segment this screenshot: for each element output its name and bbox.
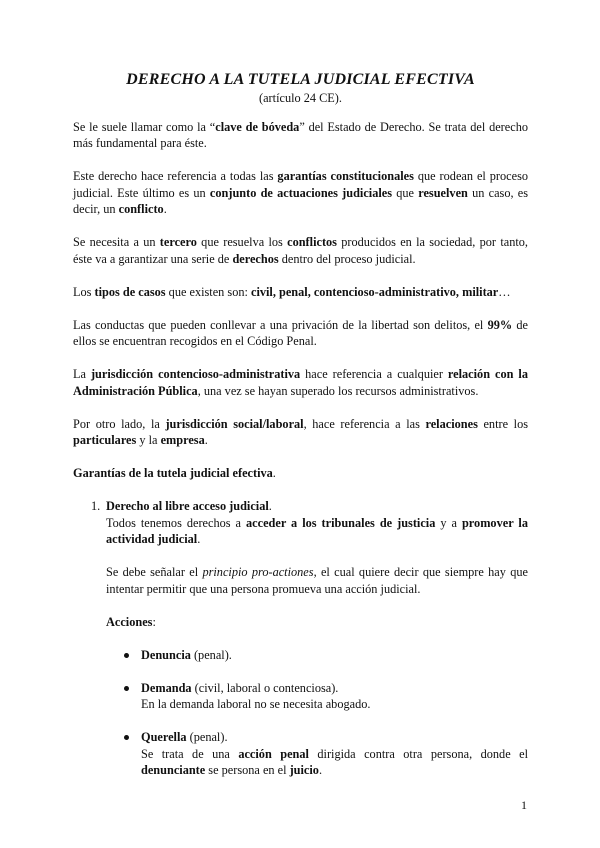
bold-text: conflicto bbox=[118, 202, 164, 216]
text: En la demanda laboral no se necesita abogado. bbox=[141, 697, 371, 711]
text: un caso, es decir, un bbox=[73, 185, 529, 216]
bold-text: promover la actividad judicial bbox=[106, 515, 528, 546]
text: y la bbox=[136, 433, 161, 447]
text: Todos tenemos derechos a bbox=[106, 515, 246, 530]
text: Se debe señalar el bbox=[106, 565, 203, 579]
bold-text: relación con la Administración Pública bbox=[73, 367, 528, 398]
text: dentro del proceso judicial. bbox=[278, 251, 416, 266]
text: Se necesita a un bbox=[73, 235, 160, 249]
acciones-heading bbox=[106, 614, 528, 631]
text: ” del Estado de Derecho. Se trata del derecho más fundamental para éste. bbox=[73, 119, 528, 150]
text: (penal). bbox=[190, 647, 232, 662]
bold-text: denunciante bbox=[141, 763, 206, 777]
text: Este derecho hace referencia a todas las bbox=[73, 169, 278, 183]
text: . bbox=[272, 466, 276, 480]
text: hace referencia a cualquier bbox=[300, 367, 448, 381]
bold-text: juicio bbox=[289, 763, 319, 777]
text: Se le suele llamar como la “ bbox=[73, 119, 216, 134]
bullet-icon bbox=[124, 735, 129, 740]
text: y a bbox=[435, 515, 462, 530]
bullet-item-denuncia bbox=[106, 647, 528, 664]
text: . bbox=[204, 433, 208, 447]
bold-text: civil, penal, contencioso-administrativo, militar bbox=[250, 284, 499, 299]
paragraph-pro-actiones bbox=[106, 564, 528, 597]
text: . bbox=[318, 763, 323, 777]
text: , el cual quiere decir que siempre hay que intentar permitir que una persona promueva una acción judicial. bbox=[106, 565, 528, 596]
bold-text: empresa bbox=[160, 433, 205, 447]
paragraph-delitos bbox=[73, 317, 528, 350]
bold-text: conjunto de actuaciones judiciales bbox=[209, 185, 393, 200]
text: La bbox=[73, 367, 91, 381]
bold-text: 99% bbox=[487, 317, 513, 332]
bullet-icon bbox=[124, 653, 129, 658]
text: se persona en el bbox=[205, 763, 290, 777]
text: de ellos se encuentran recogidos en el Código Penal. bbox=[73, 317, 529, 348]
text: . bbox=[268, 499, 272, 513]
text: . bbox=[163, 202, 167, 216]
text: que existen son: bbox=[165, 284, 251, 299]
bold-text: clave de bóveda bbox=[215, 119, 300, 134]
text: … bbox=[498, 284, 511, 299]
text: Por otro lado, la bbox=[73, 416, 166, 431]
italic-text: principio pro-actiones bbox=[202, 565, 314, 579]
list-number: 1. bbox=[91, 499, 101, 513]
list-item-text bbox=[106, 498, 528, 548]
bold-text: Garantías de la tutela judicial efectiva bbox=[73, 466, 273, 480]
paragraph-social-laboral bbox=[73, 416, 528, 449]
bold-text: Acciones bbox=[106, 614, 153, 629]
text: dirigida contra otra persona, donde el bbox=[308, 746, 528, 761]
bold-text: relaciones bbox=[425, 416, 478, 431]
bold-text: Demanda bbox=[141, 680, 192, 695]
bold-text: Derecho al libre acceso judicial bbox=[106, 499, 269, 513]
bold-text: conflictos bbox=[287, 235, 337, 249]
page-content bbox=[73, 70, 528, 795]
bold-text: jurisdicción contencioso-administrativa bbox=[90, 367, 301, 381]
paragraph-garantias bbox=[73, 168, 528, 218]
text: Las conductas que pueden conllevar a una privación de la libertad son delitos, el bbox=[73, 317, 488, 332]
text: que resuelva los bbox=[196, 235, 288, 249]
bold-text: particulares bbox=[73, 433, 137, 447]
bold-text: derechos bbox=[232, 251, 279, 266]
text: : bbox=[152, 614, 156, 629]
numbered-list bbox=[73, 498, 528, 779]
text: Los bbox=[73, 284, 95, 299]
section-heading bbox=[73, 465, 528, 482]
bold-text: garantías constitucionales bbox=[277, 169, 414, 183]
bold-text: Querella bbox=[141, 730, 187, 744]
text: Se trata de una bbox=[141, 746, 239, 761]
bullet-item-demanda bbox=[106, 680, 528, 713]
text: , hace referencia a las bbox=[303, 416, 426, 431]
paragraph-tercero bbox=[73, 234, 528, 267]
bold-text: resuelven bbox=[418, 185, 468, 200]
page-number: 1 bbox=[521, 798, 527, 812]
bold-text: jurisdicción social/laboral bbox=[165, 416, 304, 431]
bullet-list bbox=[106, 647, 528, 779]
bold-text: acción penal bbox=[238, 746, 309, 761]
paragraph-contencioso bbox=[73, 366, 528, 399]
text: (civil, laboral o contenciosa). bbox=[191, 680, 339, 695]
paragraph-tipos-de-casos bbox=[73, 284, 528, 301]
bold-text: tipos de casos bbox=[94, 284, 166, 299]
text: que rodean el proceso judicial. Este último es un bbox=[73, 169, 529, 200]
bullet-item-querella bbox=[106, 729, 528, 779]
bold-text: acceder a los tribunales de justicia bbox=[246, 515, 436, 530]
text: , una vez se hayan superado los recursos administrativos. bbox=[197, 383, 479, 398]
document-subtitle: (artículo 24 CE). bbox=[259, 91, 342, 105]
list-item bbox=[73, 498, 528, 779]
bold-text: Denuncia bbox=[141, 647, 191, 662]
bold-text: tercero bbox=[159, 235, 197, 249]
document-title: DERECHO A LA TUTELA JUDICIAL EFECTIVA bbox=[126, 71, 475, 88]
text: . bbox=[197, 532, 201, 546]
paragraph-clave-de-boveda bbox=[73, 119, 528, 152]
bullet-icon bbox=[124, 686, 129, 691]
text: entre los bbox=[477, 416, 528, 431]
text: producidos en la sociedad, por tanto, éste va a garantizar una serie de bbox=[73, 235, 528, 266]
text: que bbox=[392, 185, 419, 200]
text: (penal). bbox=[186, 730, 228, 744]
